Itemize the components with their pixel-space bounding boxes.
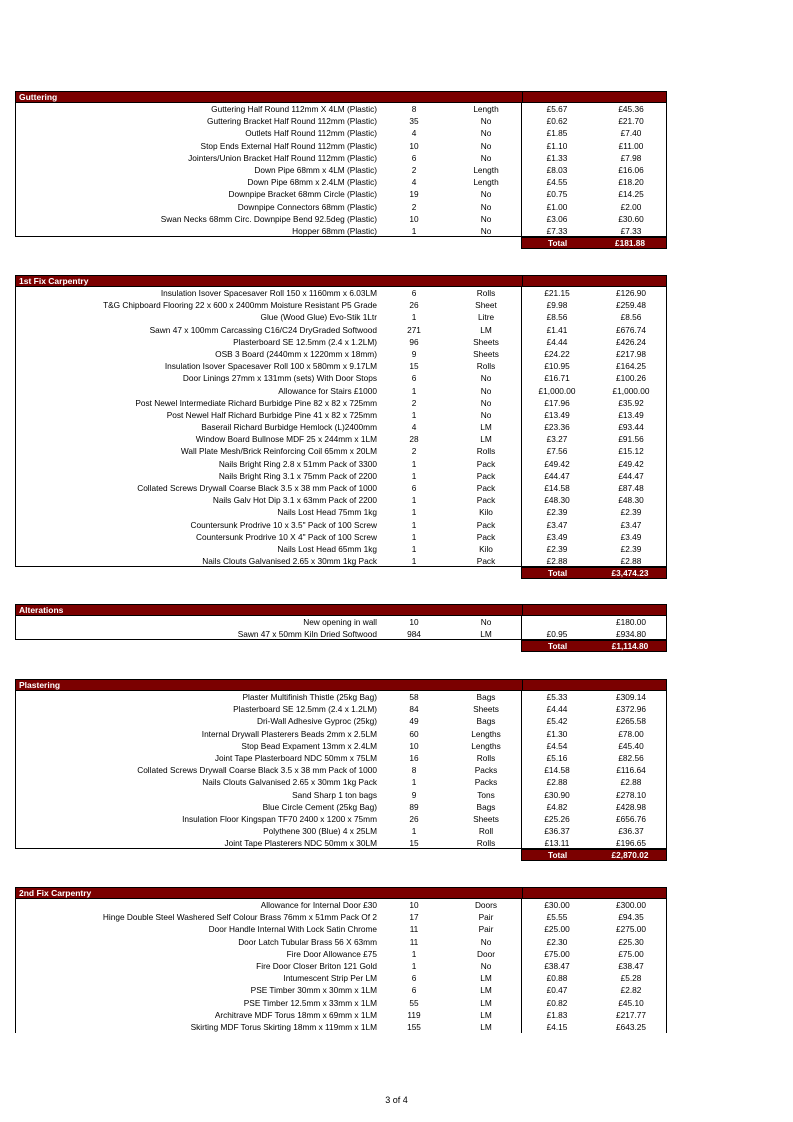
table-row: Glue (Wood Glue) Evo-Stik 1Ltr 1 Litre £8.56 £8.56 [260,312,642,323]
section-table [15,287,667,567]
item-description: Door Handle Internal With Lock Satin Chrome [208,924,377,935]
total-label: Total [548,238,568,249]
table-row: Collated Screws Drywall Coarse Black 3.5 x 38 mm Pack of 1000 8 Packs £14.58 £116.64 [137,765,646,776]
table-row: Sawn 47 x 50mm Kiln Dried Softwood 984 LM £0.95 £934.80 [237,629,646,640]
table-row: Nails Lost Head 75mm 1kg 1 Kilo £2.39 £2.39 [277,507,642,518]
item-description: Sawn 47 x 50mm Kiln Dried Softwood [237,629,377,640]
table-row: New opening in wall 10 No £180.00 [303,617,646,627]
item-description: PSE Timber 12.5mm x 33mm x 1LM [243,997,377,1008]
item-description: New opening in wall [303,617,377,627]
total-value: £2,870.02 [611,850,649,861]
table-row: Fire Door Closer Briton 121 Gold 1 No £38.47 £38.47 [256,960,644,971]
total-label: Total [548,641,568,652]
item-description: Blue Circle Cement (25kg Bag) [262,801,377,812]
table-row: OSB 3 Board (2440mm x 1220mm x 18mm) 9 Sheets £24.22 £217.98 [215,348,646,359]
table-row: Door Latch Tubular Brass 56 X 63mm 11 No £2.30 £25.30 [238,936,644,947]
table-row: Nails Clouts Galvanised 2.65 x 30mm 1kg Pack 1 Pack £2.88 £2.88 [202,556,642,567]
table-row: Swan Necks 68mm Circ. Downpipe Bend 92.5deg (Plastic) 10 No £3.06 £30.60 [160,213,644,224]
item-description: Countersunk Prodrive 10 X 4" Pack of 100 Screw [196,531,377,542]
total-value: £1,114.80 [611,641,649,652]
item-description: Door Linings 27mm x 131mm (sets) With Door Stops [182,373,377,384]
section-title: 2nd Fix Carpentry [19,888,92,898]
section-header [15,679,667,691]
table-row: Blue Circle Cement (25kg Bag) 89 Bags £4.82 £428.98 [262,801,646,812]
item-description: Nails Galv Hot Dip 3.1 x 63mm Pack of 2200 [212,495,377,506]
table-row: Outlets Half Round 112mm (Plastic) 4 No £1.85 £7.40 [245,128,642,139]
item-description: Insulation Isover Spacesaver Roll 150 x 1160mm x 6.03LM [160,288,377,298]
table-row: Insulation Floor Kingspan TF70 2400 x 1200 x 75mm 26 Sheets £25.26 £656.76 [182,813,646,824]
table-row: Window Board Bullnose MDF 25 x 244mm x 1LM 28 LM £3.27 £91.56 [195,434,644,445]
item-description: Polythene 300 (Blue) 4 x 25LM [263,826,377,837]
section-header [15,275,667,287]
section-header [15,91,667,103]
item-description: Guttering Half Round 112mm X 4LM (Plastic) [211,104,377,114]
section-total [521,567,667,579]
table-row: Countersunk Prodrive 10 x 3.5" Pack of 100 Screw 1 Pack £3.47 £3.47 [190,519,642,530]
table-row: Post Newel Intermediate Richard Burbidge Pine 82 x 82 x 725mm 2 No £17.96 £35.92 [135,397,644,408]
table-row: Countersunk Prodrive 10 X 4" Pack of 100 Screw 1 Pack £3.49 £3.49 [196,531,642,542]
table-row: Plaster Multifinish Thistle (25kg Bag) 58 Bags £5.33 £309.14 [242,692,646,702]
total-value: £181.88 [615,238,645,249]
table-row: Post Newel Half Richard Burbidge Pine 41 x 82 x 725mm 1 No £13.49 £13.49 [166,409,644,420]
item-description: Skirting MDF Torus Skirting 18mm x 119mm x 1LM [190,1021,377,1032]
section-1 [15,275,667,579]
item-description: OSB 3 Board (2440mm x 1220mm x 18mm) [215,348,377,359]
section-title: Guttering [19,92,58,102]
table-row: Joint Tape Plasterboard NDC 50mm x 75LM 16 Rolls £5.16 £82.56 [214,752,644,763]
item-description: Dri-Wall Adhesive Gyproc (25kg) [256,716,377,727]
item-description: Baserail Richard Burbidge Hemlock (L)2400mm [201,422,377,433]
item-description: Stop Ends External Half Round 112mm (Plastic) [200,140,377,151]
section-2 [15,604,667,652]
item-description: Down Pipe 68mm x 4LM (Plastic) [254,164,377,175]
total-label: Total [548,568,568,579]
table-row: PSE Timber 12.5mm x 33mm x 1LM 55 LM £0.82 £45.10 [243,997,644,1008]
table-row: Plasterboard SE 12.5mm (2.4 x 1.2LM) 96 Sheets £4.44 £426.24 [233,336,646,347]
item-description: Jointers/Union Bracket Half Round 112mm (Plastic) [188,152,377,163]
item-description: Internal Drywall Plasterers Beads 2mm x 2.5LM [201,728,377,739]
item-description: Intumescent Strip Per LM [283,973,377,984]
section-total [521,849,667,861]
section-table [15,899,667,1033]
item-description: Collated Screws Drywall Coarse Black 3.5 x 38 mm Pack of 1000 [137,765,377,776]
table-row: Door Linings 27mm x 131mm (sets) With Door Stops 6 No £16.71 £100.26 [182,373,646,384]
table-row: Downpipe Bracket 68mm Circle (Plastic) 19 No £0.75 £14.25 [228,189,644,200]
table-row: Hinge Double Steel Washered Self Colour Brass 76mm x 51mm Pack Of 2 17 Pair £5.55 £94.35 [102,912,644,923]
item-description: Post Newel Intermediate Richard Burbidge Pine 82 x 82 x 725mm [135,397,377,408]
table-row: Insulation Isover Spacesaver Roll 100 x 580mm x 9.17LM 15 Rolls £10.95 £164.25 [164,361,646,372]
item-description: Post Newel Half Richard Burbidge Pine 41 x 82 x 725mm [166,409,377,420]
table-row: Plasterboard SE 12.5mm (2.4 x 1.2LM) 84 Sheets £4.44 £372.96 [233,704,646,715]
section-table [15,691,667,849]
item-description: Sand Sharp 1 ton bags [292,789,377,800]
item-description: Collated Screws Drywall Coarse Black 3.5 x 38 mm Pack of 1000 [137,483,377,493]
table-row: Guttering Bracket Half Round 112mm (Plastic) 35 No £0.62 £21.70 [207,116,644,127]
item-description: Downpipe Bracket 68mm Circle (Plastic) [228,189,377,200]
section-total [521,640,667,652]
item-description: Door Latch Tubular Brass 56 X 63mm [238,936,377,947]
section-title: Alterations [19,605,64,615]
table-row: Sawn 47 x 100mm Carcassing C16/C24 DryGraded Softwood 271 LM £1.41 £676.74 [149,324,646,335]
table-row: Nails Galv Hot Dip 3.1 x 63mm Pack of 2200 1 Pack £48.30 £48.30 [212,495,644,506]
section-header [15,604,667,616]
item-description: Countersunk Prodrive 10 x 3.5" Pack of 100 Screw [190,519,377,530]
table-row: Nails Lost Head 65mm 1kg 1 Kilo £2.39 £2.39 [277,543,642,554]
item-description: Nails Clouts Galvanised 2.65 x 30mm 1kg Pack [202,777,377,788]
section-title: Plastering [19,680,61,690]
table-row: Nails Bright Ring 3.1 x 75mm Pack of 2200 1 Pack £44.47 £44.47 [218,470,644,481]
table-row: Skirting MDF Torus Skirting 18mm x 119mm x 1LM 155 LM £4.15 £643.25 [190,1021,646,1032]
item-description: Insulation Floor Kingspan TF70 2400 x 1200 x 75mm [182,813,377,824]
section-total [521,237,667,249]
item-description: Joint Tape Plasterboard NDC 50mm x 75LM [214,752,377,763]
item-description: Sawn 47 x 100mm Carcassing C16/C24 DryGraded Softwood [149,324,377,335]
item-description: Nails Lost Head 65mm 1kg [277,543,377,554]
total-value: £3,474.23 [611,568,649,579]
table-row: Stop Bead Expament 13mm x 2.4LM 10 Lengths £4.54 £45.40 [241,740,644,751]
item-description: Fire Door Closer Briton 121 Gold [256,960,377,971]
table-row: Down Pipe 68mm x 2.4LM (Plastic) 4 Length £4.55 £18.20 [247,177,644,188]
table-row: Baserail Richard Burbidge Hemlock (L)2400mm 4 LM £23.36 £93.44 [201,422,644,433]
item-description: Hinge Double Steel Washered Self Colour Brass 76mm x 51mm Pack Of 2 [102,912,377,923]
section-4 [15,887,667,1033]
table-row: PSE Timber 30mm x 30mm x 1LM 6 LM £0.47 £2.82 [250,985,642,996]
table-row: Door Handle Internal With Lock Satin Chrome 11 Pair £25.00 £275.00 [208,924,646,935]
table-row: Guttering Half Round 112mm X 4LM (Plastic) 8 Length £5.67 £45.36 [211,104,644,114]
item-description: Allowance for Internal Door £30 [260,900,377,910]
table-row: T&G Chipboard Flooring 22 x 600 x 2400mm Moisture Resistant P5 Grade 26 Sheet £9.98 £259.48 [103,300,646,311]
item-description: Guttering Bracket Half Round 112mm (Plastic) [207,116,377,127]
section-0 [15,91,667,249]
table-row: Downpipe Connectors 68mm (Plastic) 2 No £1.00 £2.00 [237,201,642,212]
table-row: Internal Drywall Plasterers Beads 2mm x 2.5LM 60 Lengths £1.30 £78.00 [201,728,644,739]
table-row: Sand Sharp 1 ton bags 9 Tons £30.90 £278.10 [292,789,646,800]
item-description: T&G Chipboard Flooring 22 x 600 x 2400mm Moisture Resistant P5 Grade [103,300,377,311]
table-row: Collated Screws Drywall Coarse Black 3.5 x 38 mm Pack of 1000 6 Pack £14.58 £87.48 [137,483,644,493]
table-row: Down Pipe 68mm x 4LM (Plastic) 2 Length £8.03 £16.06 [254,164,644,175]
item-description: Allowance for Stairs £1000 [278,385,377,396]
item-description: Nails Bright Ring 2.8 x 51mm Pack of 3300 [218,458,377,469]
item-description: Stop Bead Expament 13mm x 2.4LM [241,740,377,751]
table-row: Nails Clouts Galvanised 2.65 x 30mm 1kg Pack 1 Packs £2.88 £2.88 [202,777,642,788]
item-description: Plasterboard SE 12.5mm (2.4 x 1.2LM) [233,704,377,715]
item-description: Fire Door Allowance £75 [286,948,377,959]
total-label: Total [548,850,568,861]
table-row: Jointers/Union Bracket Half Round 112mm (Plastic) 6 No £1.33 £7.98 [188,152,642,163]
item-description: Plasterboard SE 12.5mm (2.4 x 1.2LM) [233,336,377,347]
item-description: Insulation Isover Spacesaver Roll 100 x 580mm x 9.17LM [164,361,377,372]
table-row: Stop Ends External Half Round 112mm (Plastic) 10 No £1.10 £11.00 [200,140,644,151]
table-row: Polythene 300 (Blue) 4 x 25LM 1 Roll £36.37 £36.37 [263,826,644,837]
item-description: Swan Necks 68mm Circ. Downpipe Bend 92.5deg (Plastic) [160,213,377,224]
table-row: Allowance for Stairs £1000 1 No £1,000.00 £1,000.00 [278,385,650,396]
item-description: Hopper 68mm (Plastic) [292,225,377,236]
item-description: Architrave MDF Torus 18mm x 69mm x 1LM [214,1009,377,1020]
section-3 [15,679,667,861]
section-title: 1st Fix Carpentry [19,276,89,286]
item-description: Down Pipe 68mm x 2.4LM (Plastic) [247,177,377,188]
table-row: Allowance for Internal Door £30 10 Doors £30.00 £300.00 [260,900,646,910]
item-description: Nails Clouts Galvanised 2.65 x 30mm 1kg Pack [202,556,377,567]
item-description: Glue (Wood Glue) Evo-Stik 1Ltr [260,312,377,323]
table-row: Joint Tape Plasterers NDC 50mm x 30LM 15 Rolls £13.11 £196.65 [224,838,646,849]
section-header [15,887,667,899]
item-description: Wall Plate Mesh/Brick Reinforcing Coil 65mm x 20LM [180,446,377,457]
item-description: Outlets Half Round 112mm (Plastic) [245,128,377,139]
table-row: Intumescent Strip Per LM 6 LM £0.88 £5.28 [283,973,642,984]
table-row: Nails Bright Ring 2.8 x 51mm Pack of 3300 1 Pack £49.42 £49.42 [218,458,644,469]
item-description: Plaster Multifinish Thistle (25kg Bag) [242,692,377,702]
section-table [15,616,667,640]
item-description: Nails Bright Ring 3.1 x 75mm Pack of 2200 [218,470,377,481]
item-description: Joint Tape Plasterers NDC 50mm x 30LM [224,838,377,849]
table-row: Insulation Isover Spacesaver Roll 150 x 1160mm x 6.03LM 6 Rolls £21.15 £126.90 [160,288,646,298]
item-description: PSE Timber 30mm x 30mm x 1LM [250,985,377,996]
table-row: Fire Door Allowance £75 1 Door £75.00 £75.00 [286,948,644,959]
item-description: Window Board Bullnose MDF 25 x 244mm x 1LM [195,434,377,445]
item-description: Downpipe Connectors 68mm (Plastic) [237,201,377,212]
page-number: 3 of 4 [385,1095,408,1105]
table-row: Wall Plate Mesh/Brick Reinforcing Coil 65mm x 20LM 2 Rolls £7.56 £15.12 [180,446,644,457]
item-description: Nails Lost Head 75mm 1kg [277,507,377,518]
section-table [15,103,667,237]
table-row: Architrave MDF Torus 18mm x 69mm x 1LM 119 LM £1.83 £217.77 [214,1009,646,1020]
table-row: Hopper 68mm (Plastic) 1 No £7.33 £7.33 [292,225,642,236]
table-row: Dri-Wall Adhesive Gyproc (25kg) 49 Bags £5.42 £265.58 [256,716,646,727]
